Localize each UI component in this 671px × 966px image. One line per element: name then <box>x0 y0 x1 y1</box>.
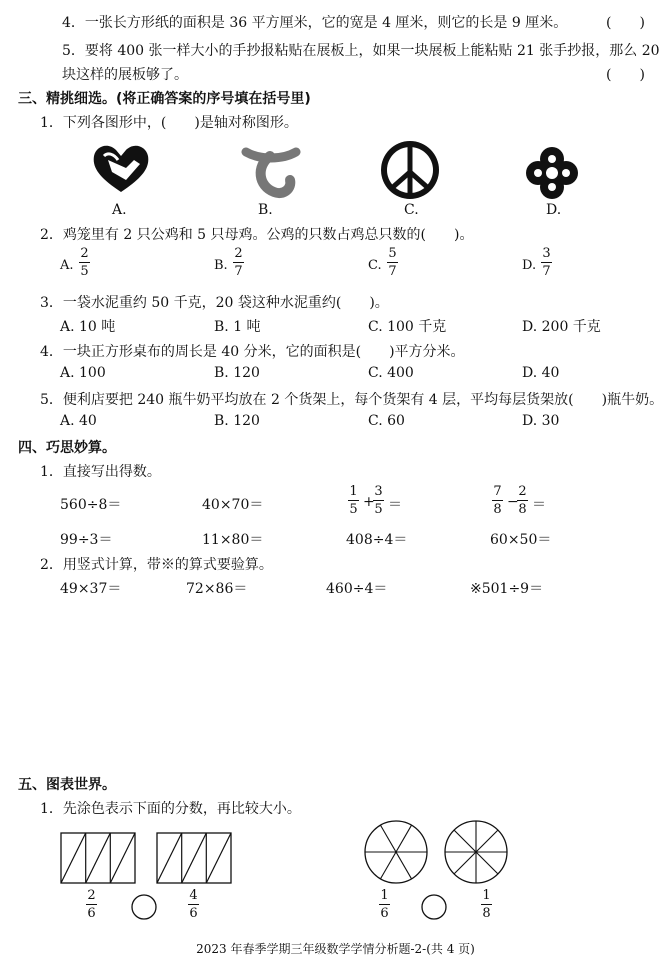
s3-q3-option-c: C. 100 千克 <box>368 319 447 335</box>
circle-sixths[interactable] <box>363 819 429 885</box>
s3-q2-option-b-label: B. <box>214 258 228 273</box>
s3-q5-option-b: B. 120 <box>214 413 260 429</box>
s4-q2-text: 2．用竖式计算，带※的算式要验算。 <box>40 557 273 573</box>
denominator: 7 <box>234 264 243 279</box>
s3-q5-option-a: A. 40 <box>60 413 97 429</box>
frac-expr-2-a <box>492 484 503 517</box>
numerator: 7 <box>493 484 502 499</box>
s3-q4-option-c: C. 400 <box>368 365 414 381</box>
numerator: 1 <box>482 888 491 903</box>
vertical-calc-item: ※501÷9＝ <box>470 581 544 597</box>
s4-q1-text: 1．直接写出得数。 <box>40 464 161 480</box>
page-footer: 2023 年春季学期三年级数学学情分析题-2-(共 4 页) <box>196 942 475 956</box>
section-3-heading: 三、精挑细选。(将正确答案的序号填在括号里) <box>18 91 311 107</box>
fraction-bar <box>492 500 503 501</box>
fraction-bar <box>541 262 552 263</box>
frac-expr-1-eq: ＝ <box>388 497 402 513</box>
telecom-logo-icon <box>240 138 302 200</box>
s3-q1-text: 1．下列各图形中，( )是轴对称图形。 <box>40 115 298 131</box>
rect-sixths-right[interactable] <box>156 832 232 884</box>
fraction-bar <box>188 904 199 905</box>
frac-expr-2-eq: ＝ <box>532 497 546 513</box>
fraction-bar <box>387 262 398 263</box>
s3-q2-option-c-label: C. <box>368 258 382 273</box>
frac-expr-2-b <box>517 484 528 517</box>
calc-item: 40×70＝ <box>202 497 264 513</box>
section-4-heading: 四、巧思妙算。 <box>18 440 116 456</box>
pair1-left-fraction <box>86 888 97 921</box>
frac-expr-1-op: + <box>363 494 375 510</box>
s3-q1-option-d: D. <box>546 202 562 218</box>
numerator: 3 <box>542 246 551 261</box>
vertical-calc-item: 460÷4＝ <box>326 581 388 597</box>
calc-item: 11×80＝ <box>202 532 264 548</box>
frac-expr-1-b <box>373 484 384 517</box>
pair2-left-fraction <box>379 888 390 921</box>
s3-q2-option-c-fraction <box>387 246 398 279</box>
fraction-bar <box>233 262 244 263</box>
s3-q5-text: 5．便利店要把 240 瓶牛奶平均放在 2 个货架上，每个货架有 4 层，平均每层货架放( )瓶牛奶。 <box>40 392 664 408</box>
s3-q2-option-b-fraction <box>233 246 244 279</box>
heart-hand-icon <box>90 140 152 196</box>
s3-q2-option-a-fraction <box>79 246 90 279</box>
rect-sixths-left[interactable] <box>60 832 136 884</box>
s3-q2-option-d-fraction <box>541 246 552 279</box>
s3-q4-option-b: B. 120 <box>214 365 260 381</box>
denominator: 5 <box>80 264 89 279</box>
fraction-bar <box>481 904 492 905</box>
fraction-bar <box>79 262 90 263</box>
s3-q3-option-a: A. 10 吨 <box>60 319 116 335</box>
fraction-bar <box>86 904 97 905</box>
s3-q5-option-c: C. 60 <box>368 413 405 429</box>
numerator: 2 <box>518 484 527 499</box>
s3-q4-option-a: A. 100 <box>60 365 106 381</box>
denominator: 7 <box>542 264 551 279</box>
circle-eighths[interactable] <box>443 819 509 885</box>
denominator: 8 <box>482 906 491 921</box>
s3-q2-option-d-label: D. <box>522 258 537 273</box>
section-5-heading: 五、图表世界。 <box>18 777 116 793</box>
s3-q3-text: 3．一袋水泥重约 50 千克，20 袋这种水泥重约( )。 <box>40 295 389 311</box>
judge-item-5-answer-paren[interactable]: ( ) <box>606 67 645 83</box>
vertical-calc-item: 72×86＝ <box>186 581 248 597</box>
calc-item: 60×50＝ <box>490 532 552 548</box>
denominator: 6 <box>87 906 96 921</box>
s3-q4-option-d: D. 40 <box>522 365 560 381</box>
calc-item: 408÷4＝ <box>346 532 408 548</box>
four-leaf-knot-icon <box>524 146 580 200</box>
denominator: 7 <box>388 264 397 279</box>
denominator: 8 <box>518 502 527 517</box>
s3-q5-option-d: D. 30 <box>522 413 560 429</box>
s3-q4-text: 4．一块正方形桌布的周长是 40 分米，它的面积是( )平方分米。 <box>40 344 465 360</box>
vertical-calc-item: 49×37＝ <box>60 581 122 597</box>
numerator: 3 <box>374 484 383 499</box>
numerator: 2 <box>87 888 96 903</box>
denominator: 8 <box>493 502 502 517</box>
s3-q2-option-a-label: A. <box>60 258 74 273</box>
s3-q3-option-d: D. 200 千克 <box>522 319 601 335</box>
denominator: 5 <box>374 502 383 517</box>
s5-q1-text: 1．先涂色表示下面的分数，再比较大小。 <box>40 801 301 817</box>
s3-q1-option-b: B. <box>258 202 273 218</box>
peace-sign-icon <box>378 138 442 202</box>
judge-item-5: 5．要将 400 张一样大小的手抄报粘贴在展板上，如果一块展板上能粘贴 21 张手抄报，那么 20 <box>62 43 660 59</box>
numerator: 4 <box>189 888 198 903</box>
denominator: 6 <box>380 906 389 921</box>
judge-item-4: 4．一张长方形纸的面积是 36 平方厘米，它的宽是 4 厘米，则它的长是 9 厘米。 <box>62 15 568 31</box>
fraction-bar <box>517 500 528 501</box>
frac-expr-1-a <box>348 484 359 517</box>
fraction-bar <box>379 904 390 905</box>
s3-q2-text: 2．鸡笼里有 2 只公鸡和 5 只母鸡。公鸡的只数占鸡总只数的( )。 <box>40 227 474 243</box>
calc-item: 560÷8＝ <box>60 497 122 513</box>
denominator: 6 <box>189 906 198 921</box>
fraction-bar <box>348 500 359 501</box>
numerator: 2 <box>80 246 89 261</box>
compare-circle-1[interactable] <box>130 893 158 921</box>
judge-item-5-continued: 块这样的展板够了。 <box>62 67 188 83</box>
numerator: 5 <box>388 246 397 261</box>
frac-expr-2-op: − <box>507 494 519 510</box>
calc-item: 99÷3＝ <box>60 532 113 548</box>
s3-q1-option-c: C. <box>404 202 419 218</box>
numerator: 1 <box>349 484 358 499</box>
s3-q1-option-a: A. <box>112 202 127 218</box>
fraction-bar <box>373 500 384 501</box>
judge-item-4-answer-paren[interactable]: ( ) <box>606 15 645 31</box>
numerator: 2 <box>234 246 243 261</box>
denominator: 5 <box>349 502 358 517</box>
numerator: 1 <box>380 888 389 903</box>
s3-q3-option-b: B. 1 吨 <box>214 319 261 335</box>
pair1-right-fraction <box>188 888 199 921</box>
pair2-right-fraction <box>481 888 492 921</box>
compare-circle-2[interactable] <box>420 893 448 921</box>
